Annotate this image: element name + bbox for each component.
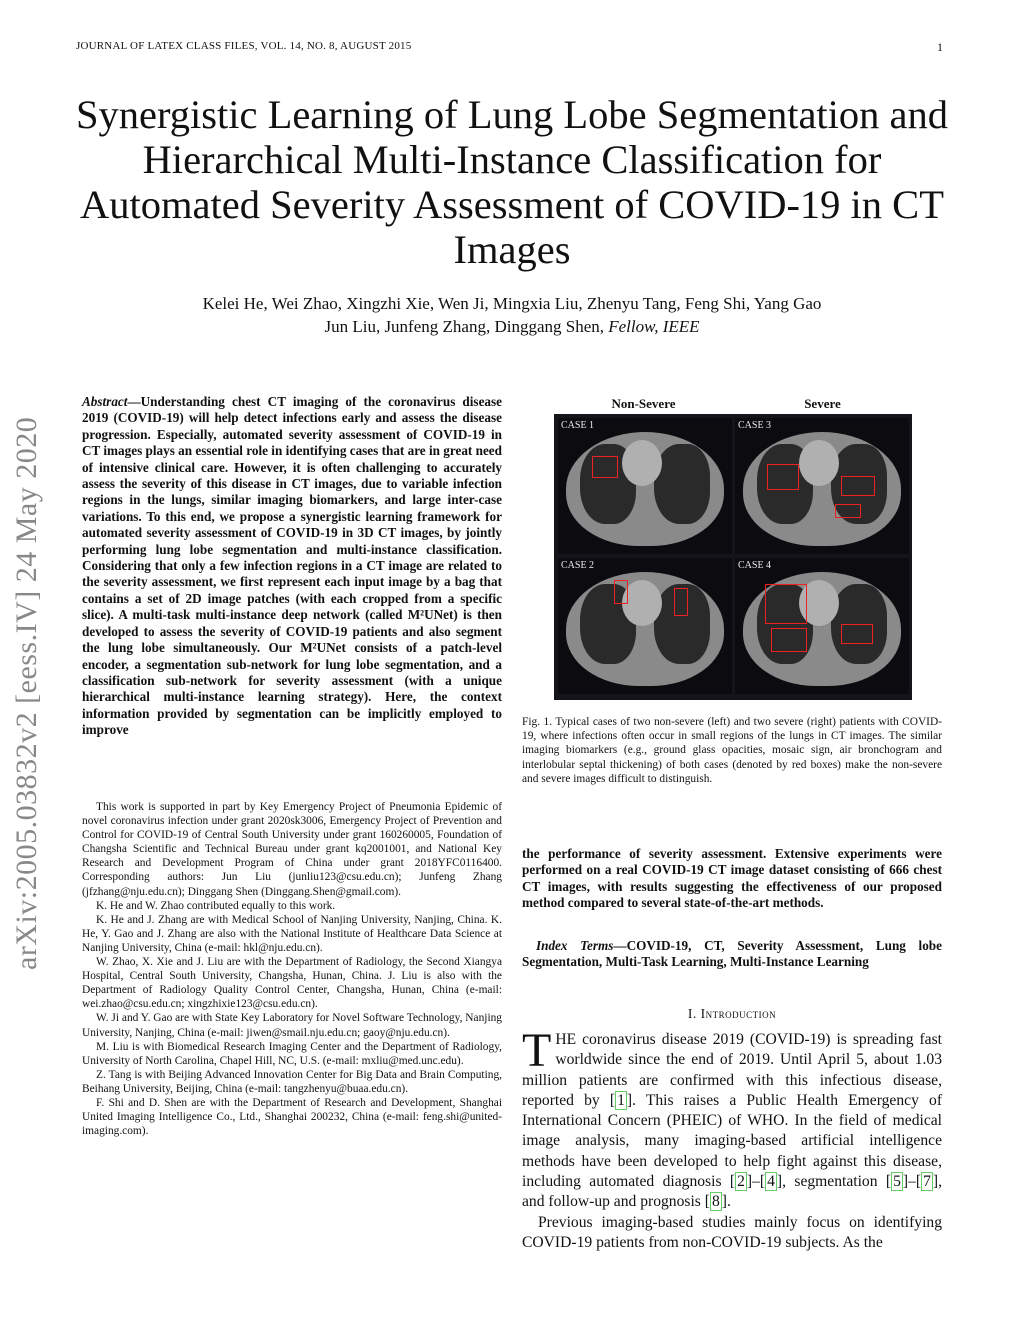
index-terms-label: Index Terms [536,938,614,953]
infection-box [765,584,807,624]
infection-box [835,504,861,518]
figure-1 [554,396,912,700]
infection-box [592,456,618,478]
authors-fellow: Fellow, IEEE [608,317,700,336]
abstract-label: Abstract [82,394,128,409]
infection-box [614,580,628,604]
ct-case-2 [558,558,732,694]
introduction-body [522,1024,943,1253]
intro-text: , segmentation [782,1173,886,1191]
intro-text: , and follow-up and prognosis [522,1173,942,1211]
section-heading [522,1006,942,1022]
index-terms-text: —COVID-19, CT, Severity Assessment, Lung lobe Segmentation, Multi-Task Learning, Multi-Instance Learning [522,938,942,970]
case-label: CASE 3 [738,420,772,431]
citation-link[interactable]: 5 [893,1173,901,1191]
intro-paragraph-2: Previous imaging-based studies mainly focus on identifying COVID-19 patients from non-COVID-19 subjects. As the [522,1213,942,1251]
citation-link[interactable]: 1 [617,1091,625,1109]
intro-text: . This raises a Public Health Emergency of International Concern (PHEIC) of WHO. In the field of medical image analysis, many imaging-based artificial intelligence methods have been developed to help fight against this disease, including automated diagnosis [522,1091,943,1191]
index-terms [522,938,942,971]
authors-line-2-names: Jun Liu, Junfeng Zhang, Dinggang Shen, [324,317,604,336]
footnote: W. Ji and Y. Gao are with State Key Laboratory for Novel Software Technology, Nanjing University, Nanjing, China (e-mail: jiwen@smail.nju.edu.cn; gaoy@nju.edu.cn). [82,1012,502,1039]
ct-image-grid [554,414,912,700]
figure-header-non-severe: Non-Severe [611,396,676,411]
footnotes [82,800,502,1138]
footnote: Z. Tang is with Beijing Advanced Innovation Center for Big Data and Brain Computing, Beihang University, Beijing, China (e-mail: tangzhenyu@buaa.edu.cn). [82,1068,502,1095]
footnote: W. Zhao, X. Xie and J. Liu are with the Department of Radiology, the Second Xiangya Hospital, Central South University, Changsha, Hunan, China. J. Liu is also with the Department of Radiology Quality Control Center, Changsha, Hunan, China (e-mail: wei.zhao@csu.edu.cn; xingzhixie123@csu.edu.cn). [82,956,502,1011]
infection-box [841,476,875,496]
figure-caption: Fig. 1. Typical cases of two non-severe (left) and two severe (right) patients with COVID-19, where infections often occur in small regions of the lungs in CT images. The similar imaging biomarkers (e.g., ground glass opacities, mosaic sign, air bronchogram and interlobular septal thickening) of both cases (denoted by red boxes) make the non-severe and severe images difficult to distinguish. [522,716,942,785]
intro-paragraph-1: THE coronavirus disease 2019 (COVID-19) is spreading fast worldwide since the end of 2019. Until April 5, about 1.03 million patients are confirmed with this infectious disease, reported by [ 1 ]. This raises a Public Health Emergency of International Concern (PHEIC) of WHO. In the field of medical image analysis, many imaging-based artificial intelligence methods have been developed to help fight against this disease, including automated diagnosis [ 2 ]–[ 4 ], segmentation [ 5 ]–[ 7 ], and follow-up and prognosis [ 8 ]. [522,1024,943,1211]
authors-line-2 [80,315,944,338]
section-number: I. [687,1006,697,1021]
footnote: F. Shi and D. Shen are with the Department of Research and Development, Shanghai United Imaging Intelligence Co., Ltd., Shanghai 200232, China (e-mail: feng.shi@united-imaging.com). [82,1096,502,1138]
ct-case-1 [558,418,732,554]
abstract-text: —Understanding chest CT imaging of the coronavirus disease 2019 (COVID-19) will help detect infections early and assess the disease progression. Especially, automated severity assessment of COVID-19 in CT images plays an essential role in identifying cases that are in great need of intensive clinical care. However, it is often challenging to accurately assess the severity of this disease in CT images, due to variable infection regions in the lungs, similar imaging biomarkers, and large inter-case variations. To this end, we propose a synergistic learning framework for automated severity assessment of COVID-19 in 3D CT images, by jointly performing lung lobe segmentation and multi-instance classification. Considering that only a few infection regions in a CT image are related to the severity assessment, we first represent each input image by a bag that contains a set of 2D image patches (with each cropped from a specific slice). A multi-task multi-instance deep network (called M²UNet) is then developed to assess the severity of COVID-19 patients and also segment the lung lobe simultaneously. Our M²UNet consists of a patch-level encoder, a segmentation sub-network for lung lobe segmentation, and a classification sub-network for severity assessment (with a unique hierarchical multi-instance learning strategy). Here, the context information provided by segmentation can be implicitly employed to improve [82,394,502,738]
author-list [80,292,944,338]
arxiv-stamp: arXiv:2005.03832v2 [eess.IV] 24 May 2020 [10,416,43,970]
infection-box [674,588,688,616]
authors-line-1: Kelei He, Wei Zhao, Xingzhi Xie, Wen Ji, Mingxia Liu, Zhenyu Tang, Feng Shi, Yang Gao [202,294,822,313]
citation-link[interactable]: 8 [711,1193,720,1211]
infection-box [767,464,799,490]
citation-link[interactable]: 7 [923,1173,931,1191]
citation-link[interactable]: 2 [737,1173,745,1191]
figure-column-headers [554,396,912,412]
infection-box [841,624,873,644]
ct-case-3 [735,418,909,554]
intro-text: HE coronavirus disease 2019 (COVID-19) is spreading fast worldwide since the end of 2019. Until April 5, about 1.03 million patients are confirmed with this infectious disease, reported by [522,1031,942,1109]
journal-header: JOURNAL OF LATEX CLASS FILES, VOL. 14, NO. 8, AUGUST 2015 [76,40,412,52]
abstract-continued: the performance of severity assessment. Extensive experiments were performed on a real COVID-19 CT image dataset consisting of 666 chest CT images, with results suggesting the effectiveness of our proposed method compared to several state-of-the-art methods. [522,846,942,911]
footnote: K. He and J. Zhang are with Medical School of Nanjing University, Nanjing, China. K. He, Y. Gao and J. Zhang are also with the National Institute of Healthcare Data Science at Nanjing University, China (e-mail: hkl@nju.edu.cn). [82,913,502,954]
drop-cap: T [522,1024,552,1077]
figure-header-severe: Severe [804,396,841,411]
paper-title: Synergistic Learning of Lung Lobe Segmentation and Hierarchical Multi-Instance Classification for Automated Severity Assessment of COVID-19 in CT Images [75,92,949,272]
case-label: CASE 2 [561,560,595,571]
page-number: 1 [937,40,943,54]
abstract [82,394,502,739]
infection-box [771,628,807,652]
section-title: Introduction [700,1006,777,1021]
footnote: This work is supported in part by Key Emergency Project of Pneumonia Epidemic of novel coronavirus infection under grant 2020sk3006, Emergency Project of Prevention and Control for COVID-19 of Central South University under grant 160260005, Foundation of Changsha Scientific and Technical Bureau under grant kq2001001, and National Key Research and Development Program of China under grant 2018YFC0116400. Corresponding authors: Jun Liu (junliu123@csu.edu.cn); Junfeng Zhang (jfzhang@nju.edu.cn); Dinggang Shen (Dinggang.Shen@gmail.com). [82,801,502,898]
footnote: M. Liu is with Biomedical Research Imaging Center and the Department of Radiology, University of North Carolina, Chapel Hill, NC, U.S. (e-mail: mxliu@med.unc.edu). [82,1040,502,1067]
citation-link[interactable]: 4 [767,1173,775,1191]
case-label: CASE 1 [561,420,595,431]
case-label: CASE 4 [738,560,772,571]
footnote: K. He and W. Zhao contributed equally to this work. [96,899,336,912]
ct-case-4 [735,558,909,694]
